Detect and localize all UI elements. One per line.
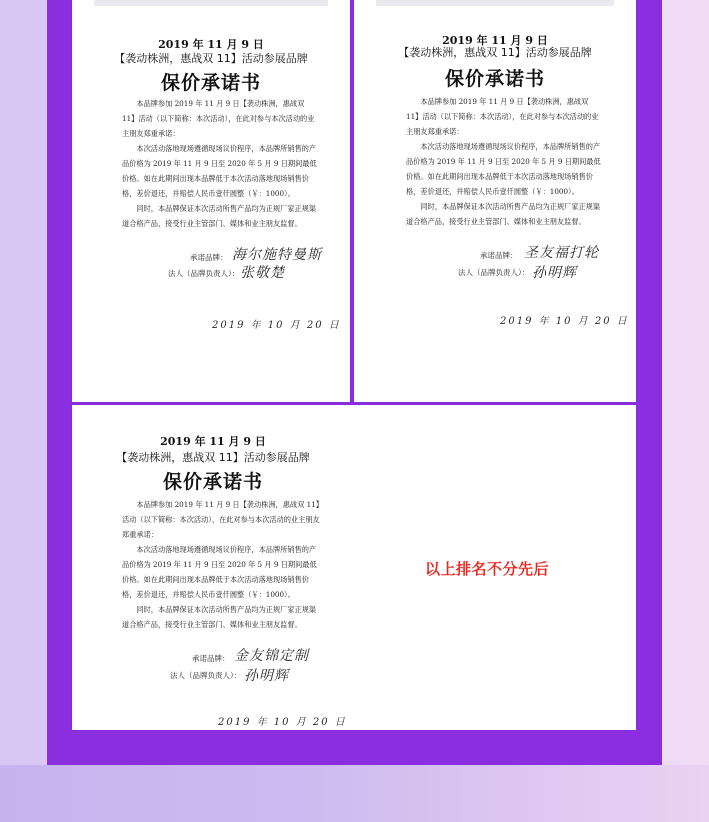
top-divider	[94, 0, 328, 6]
legal-label: 法人（品牌负责人）：	[170, 671, 242, 680]
doc-title: 保价承诺书	[160, 72, 261, 94]
doc-date: 2019 年 11 月 9 日	[158, 38, 264, 51]
doc-para-3: 同时，本品牌保证本次活动所售产品均为正规厂家正规渠道合格产品，接受行业主管部门、媒体和业主朋友监督。	[122, 605, 317, 629]
doc-para-2: 本次活动落地现场遵循现场议价程序，本品牌所销售的产品价格为 2019 年 11 月 9 日至 2020 年 5 月 9 日期间最低价格。如在此期间出现本品牌低于本次活动落地现场销售价格，差价退还，并赔偿人民币壹仟圆整（￥：1000）。	[406, 142, 601, 196]
top-divider	[376, 0, 614, 6]
doc-event: 【袭动株洲，惠战双 11】活动参展品牌	[116, 451, 310, 464]
doc-body	[406, 94, 602, 229]
doc-body	[122, 497, 322, 632]
brand-signature: 圣友福打轮	[524, 245, 599, 261]
doc-para-2: 本次活动落地现场遵循现场议价程序，本品牌所销售的产品价格为 2019 年 11 月 9 日至 2020 年 5 月 9 日期间最低价格。如在此期间出现本品牌低于本次活动落地现场销售价格，差价退还，并赔偿人民币壹仟圆整（￥：1000）。	[122, 144, 317, 198]
doc-para-1: 本品牌参加 2019 年 11 月 9 日【袭动株洲，惠战双 11】活动（以下简称：本次活动），在此对参与本次活动的业主朋友郑重承诺：	[406, 97, 599, 136]
doc-para-1: 本品牌参加 2019 年 11 月 9 日【袭动株洲，惠战双 11】活动（以下简称：本次活动），在此对参与本次活动的业主朋友郑重承诺：	[122, 500, 320, 539]
brand-signature: 金友锦定制	[234, 648, 309, 664]
brand-label: 承诺品牌：	[192, 654, 230, 663]
legal-label: 法人（品牌负责人）：	[168, 269, 240, 278]
doc-para-3: 同时，本品牌保证本次活动所售产品均为正规厂家正规渠道合格产品，接受行业主管部门、媒体和业主朋友监督。	[406, 202, 601, 226]
pledge-document-3	[72, 405, 636, 730]
person-signature: 孙明辉	[532, 265, 577, 281]
brand-signature: 海尔施特曼斯	[232, 247, 322, 263]
person-signature: 孙明辉	[244, 668, 289, 684]
doc-para-1: 本品牌参加 2019 年 11 月 9 日【袭动株洲，惠战双 11】活动（以下简称：本次活动），在此对参与本次活动的业主朋友郑重承诺：	[122, 99, 315, 138]
doc-event: 【袭动株洲，惠战双 11】活动参展品牌	[114, 52, 308, 65]
person-signature: 张敬楚	[240, 265, 285, 281]
doc-date: 2019 年 11 月 9 日	[442, 34, 548, 47]
doc-event: 【袭动株洲，惠战双 11】活动参展品牌	[398, 46, 592, 59]
signature-date: 2019 年 10 月 20 日	[212, 320, 341, 331]
bottom-band	[0, 765, 709, 822]
pledge-document-2	[354, 0, 636, 402]
doc-title: 保价承诺书	[162, 471, 263, 493]
doc-para-3: 同时，本品牌保证本次活动所售产品均为正规厂家正规渠道合格产品，接受行业主管部门、媒体和业主朋友监督。	[122, 204, 317, 228]
brand-label: 承诺品牌：	[190, 253, 228, 262]
legal-label: 法人（品牌负责人）：	[458, 268, 530, 277]
ranking-note: 以上排名不分先后	[425, 560, 550, 578]
signature-date: 2019 年 10 月 20 日	[218, 717, 347, 728]
pledge-document-3-content	[72, 405, 354, 730]
signature-date: 2019 年 10 月 20 日	[500, 316, 629, 327]
brand-label: 承诺品牌：	[480, 251, 518, 260]
doc-body	[122, 96, 318, 231]
pledge-document-1	[72, 0, 350, 402]
doc-para-2: 本次活动落地现场遵循现场议价程序，本品牌所销售的产品价格为 2019 年 11 月 9 日至 2020 年 5 月 9 日期间最低价格。如在此期间出现本品牌低于本次活动落地现场销售价格，差价退还，并赔偿人民币壹仟圆整（￥：1000）。	[122, 545, 317, 599]
doc-title: 保价承诺书	[444, 68, 545, 90]
doc-date: 2019 年 11 月 9 日	[160, 435, 266, 448]
